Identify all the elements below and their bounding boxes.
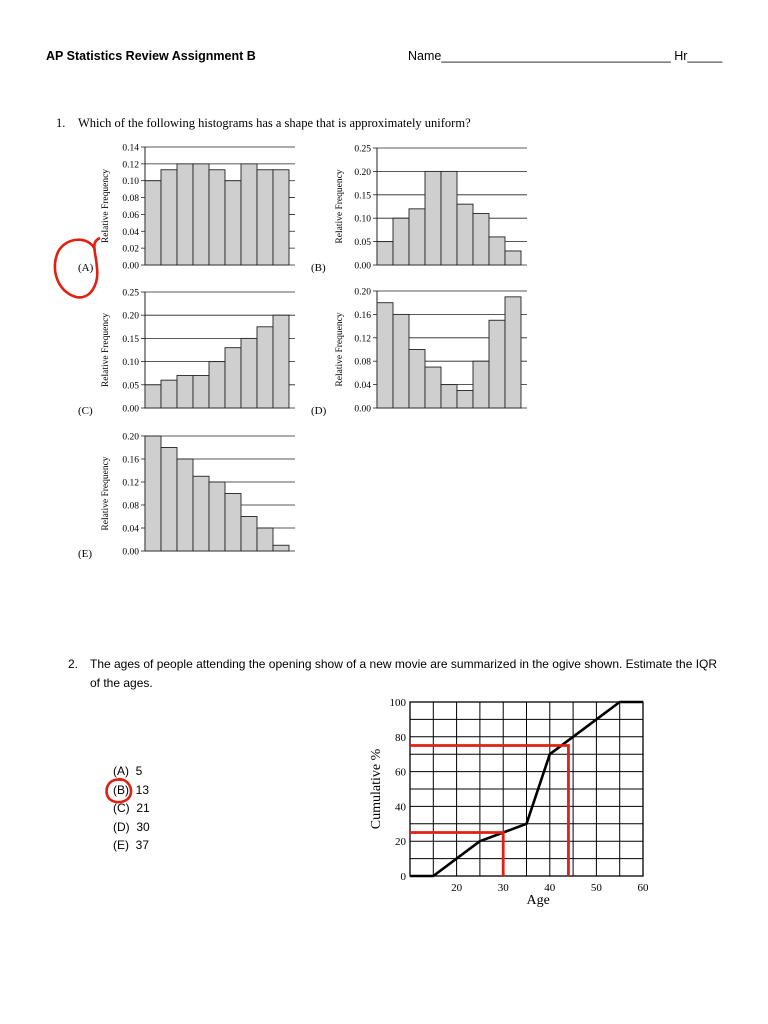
y-tick-label: 0.02 — [122, 244, 139, 255]
y-axis-label: Cumulative % — [369, 748, 384, 830]
y-tick-label: 0.25 — [354, 144, 371, 155]
assignment-title: AP Statistics Review Assignment B — [46, 49, 256, 63]
x-tick-label: 30 — [497, 882, 509, 894]
x-tick-label: 40 — [544, 882, 556, 894]
choice-d[interactable]: (D) 30 — [113, 819, 150, 834]
question-number: 2. — [68, 657, 79, 671]
y-tick-label: 0.20 — [122, 311, 139, 322]
panel-label: (B) — [311, 262, 326, 274]
y-tick-label: 0.12 — [122, 478, 139, 489]
x-tick-label: 60 — [637, 882, 649, 894]
y-tick-label: 0.14 — [122, 143, 139, 154]
y-tick-label: 80 — [395, 731, 406, 744]
x-axis-label: Age — [526, 893, 550, 908]
y-tick-label: 100 — [389, 697, 406, 709]
y-tick-label: 0.16 — [354, 310, 371, 321]
y-tick-label: 0.06 — [122, 210, 139, 221]
choice-b[interactable]: (B) 13 — [113, 782, 150, 797]
y-tick-label: 0.08 — [354, 357, 371, 368]
panel-label: (C) — [78, 405, 93, 417]
y-axis-label: Relative Frequency — [101, 456, 111, 531]
y-axis-label: Relative Frequency — [101, 168, 111, 244]
choice-e[interactable]: (E) 37 — [113, 838, 150, 852]
y-tick-label: 0.00 — [354, 261, 371, 272]
y-tick-label: 0 — [400, 871, 406, 883]
question-text: Which of the following histograms has a shape that is approximately uniform? — [78, 116, 471, 130]
y-tick-label: 0.16 — [122, 455, 139, 466]
y-tick-label: 0.05 — [122, 381, 139, 392]
y-tick-label: 0.20 — [354, 287, 371, 298]
question-text: The ages of people attending the opening show of a new movie are summarized in the ogive shown. Estimate the IQR of the ages. — [90, 657, 718, 690]
x-tick-label: 20 — [451, 882, 463, 894]
choice-a[interactable]: (A) 5 — [113, 764, 143, 778]
y-tick-label: 0.00 — [122, 547, 139, 558]
y-tick-label: 0.04 — [122, 227, 139, 238]
y-axis-label: Relative Frequency — [335, 169, 345, 244]
choice-c[interactable]: (C) 21 — [113, 801, 150, 815]
y-tick-label: 0.25 — [122, 288, 139, 299]
y-tick-label: 0.04 — [354, 381, 371, 392]
y-tick-label: 0.08 — [122, 501, 139, 512]
y-tick-label: 0.12 — [354, 334, 371, 345]
y-axis-label: Relative Frequency — [335, 312, 345, 387]
x-tick-label: 50 — [590, 882, 602, 894]
y-tick-label: 0.20 — [122, 432, 139, 443]
y-tick-label: 20 — [395, 836, 406, 849]
y-tick-label: 0.12 — [122, 160, 139, 171]
y-tick-label: 0.20 — [354, 167, 371, 178]
y-tick-label: 0.08 — [122, 194, 139, 205]
y-tick-label: 60 — [395, 766, 406, 779]
y-tick-label: 0.05 — [354, 238, 371, 249]
y-tick-label: 40 — [395, 801, 406, 814]
panel-label: (D) — [311, 405, 327, 417]
y-tick-label: 0.10 — [122, 177, 139, 188]
y-tick-label: 0.10 — [122, 358, 139, 369]
name-hour-field[interactable]: Name_________________________________ Hr_____ — [408, 49, 723, 63]
y-tick-label: 0.15 — [122, 334, 139, 345]
y-tick-label: 0.00 — [354, 404, 371, 415]
question-number: 1. — [56, 116, 66, 130]
panel-label: (E) — [78, 548, 93, 560]
y-axis-label: Relative Frequency — [101, 312, 111, 388]
y-tick-label: 0.00 — [122, 404, 139, 415]
y-tick-label: 0.04 — [122, 524, 139, 535]
ogive-chart — [369, 697, 649, 908]
y-tick-label: 0.00 — [122, 261, 139, 272]
y-tick-label: 0.15 — [354, 191, 371, 202]
y-tick-label: 0.10 — [354, 214, 371, 225]
panel-label: (A) — [78, 262, 94, 274]
